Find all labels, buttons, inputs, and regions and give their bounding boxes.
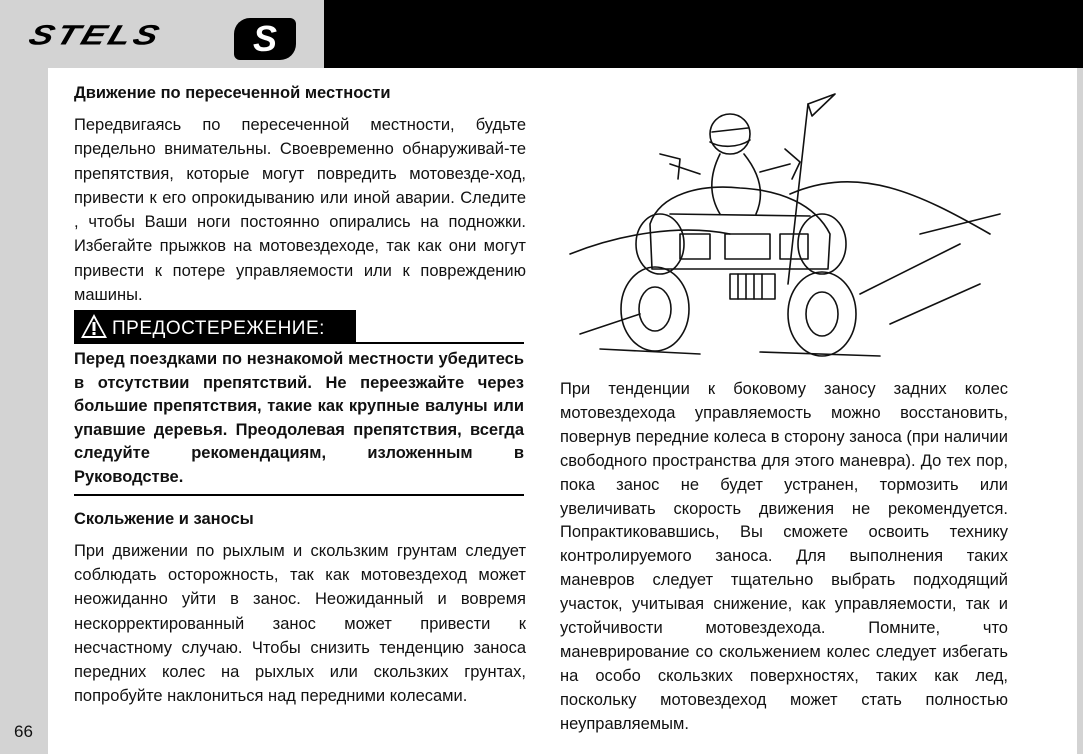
section-title-skidding: Скольжение и заносы <box>74 510 254 528</box>
brand-badge-icon: S <box>234 18 296 60</box>
brand-logo: STELS <box>24 18 167 51</box>
section-text-skidding: При движении по рыхлым и скользким грунтам следует соблюдать осторожность, так как мотовездеход может неожиданно уйти в занос. Неожиданный и вовремя нескорректированный занос может привести к несчастному случаю. Чтобы снизить тенденцию заноса передних колес на рыхлых или скользких грунтах, попробуйте наклониться над передними колесами. <box>74 542 526 706</box>
atv-rider-illustration <box>560 84 1006 362</box>
warning-bar <box>74 310 356 344</box>
left-margin-strip <box>0 68 48 754</box>
page-number: 66 <box>14 722 33 741</box>
section-text-offroad: Передвигаясь по пересеченной местности, будьте предельно внимательны. Своевременно обнаруживай-те препятствия, которые могут повредить мотовезде-ход, привести к его опрокидыванию или иной аварии. Следите , чтобы Ваши ноги постоянно опирались на подножки. Избегайте прыжков на мотовездеходе, так как они могут привести к потере управляемости или к повреждению машины. <box>74 116 526 305</box>
section-skidding <box>74 510 526 708</box>
warning-header <box>74 310 524 344</box>
section-title-offroad: Движение по пересеченной местности <box>74 84 391 102</box>
right-margin-strip <box>1077 68 1083 754</box>
warning-text: Перед поездками по незнакомой местности убедитесь в отсутствии препятствий. Не переезжайте через большие препятствия, такие как крупные валуны или упавшие деревья. Преодолевая препятствия, всегда следуйте рекомендациям, изложенным в Руководстве. <box>74 350 524 486</box>
warning-underline <box>356 342 524 344</box>
left-column <box>74 84 526 307</box>
right-column <box>560 378 1008 737</box>
header-bar <box>324 0 1083 68</box>
warning-triangle-icon <box>80 312 108 340</box>
right-text: При тенденции к боковому заносу задних колес мотовездехода управляемость можно восстановить, повернув передние колеса в сторону заноса (при наличии свободного пространства для этого маневра). До тех пор, пока занос не будет устранен, тормозить или увеличивать скорость движения не рекомендуется. Попрактиковавшись, Вы сможете освоить технику контролируемого заноса. Для выполнения таких маневров следует тщательно выбрать подходящий участок, учитывая снижение, как управляемости, так и устойчивости мотовездехода. Помните, что маневрирование со скольжением колес следует избегать на особо скользких поверхностях, таких как лед, поскольку мотовездеход может стать полностью неуправляемым. <box>560 380 1008 733</box>
warning-divider <box>74 494 524 496</box>
warning-label: ПРЕДОСТЕРЕЖЕНИЕ: <box>112 318 325 339</box>
header-logo-area <box>0 0 324 68</box>
